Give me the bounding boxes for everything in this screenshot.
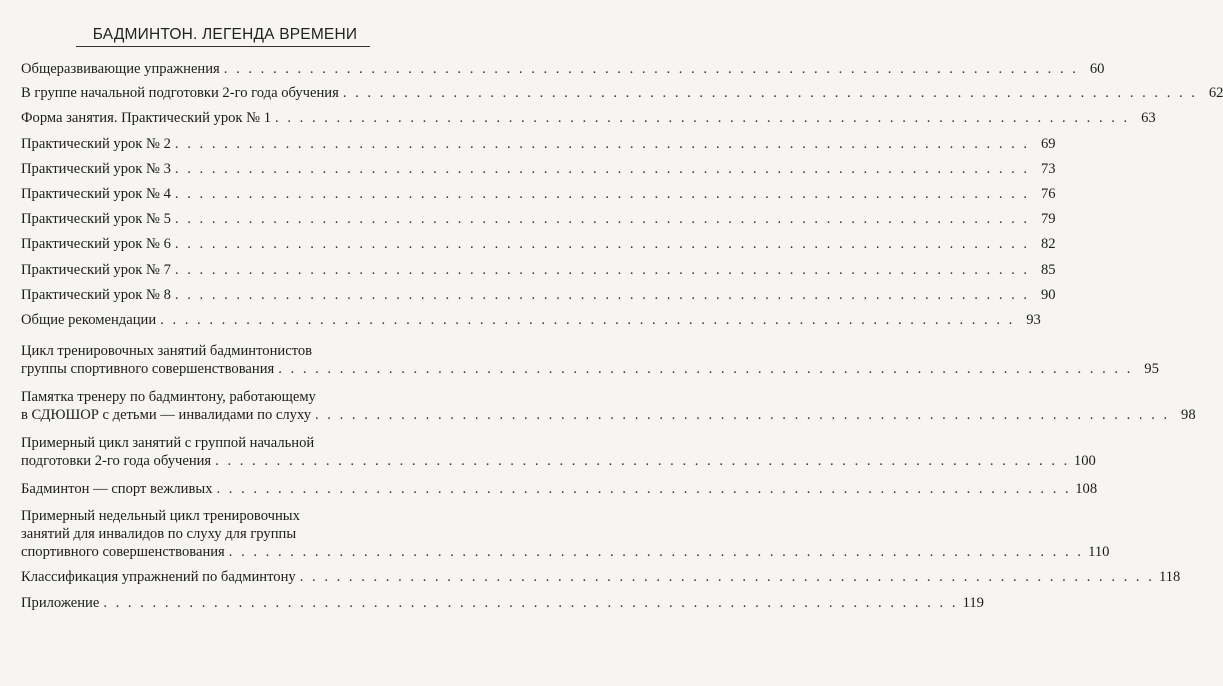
- toc-entry: [21, 135, 1056, 153]
- toc-page-number: 100: [1073, 453, 1096, 469]
- dot-leader: . . . . . . . . . . . . . . . . . . . . . . . . . . . . . . . . . . . . . . . . . . . . . . . . . . . . . . . . . . . . . . . . . . . . . .: [174, 236, 1030, 252]
- toc-page-number: 69: [1040, 136, 1056, 152]
- toc-entry-last-line: [21, 84, 1223, 102]
- toc-entry: [21, 84, 1223, 102]
- toc-entry-title: Бадминтон — спорт вежливых: [21, 481, 213, 497]
- running-head: БАДМИНТОН. ЛЕГЕНДА ВРЕМЕНИ: [92, 26, 358, 43]
- toc-entry: [21, 434, 1096, 470]
- dot-leader: . . . . . . . . . . . . . . . . . . . . . . . . . . . . . . . . . . . . . . . . . . . . . . . . . . . . . . . . . . . . . . . . . . . . . .: [299, 569, 1155, 585]
- dot-leader: . . . . . . . . . . . . . . . . . . . . . . . . . . . . . . . . . . . . . . . . . . . . . . . . . . . . . . . . . . . . . . . . . . . . . .: [174, 211, 1030, 227]
- toc-entry-title: спортивного совершенствования: [21, 544, 225, 560]
- toc-entry-last-line: [21, 235, 1056, 253]
- toc-entry-last-line: [21, 406, 1196, 424]
- toc-page-number: 110: [1088, 544, 1110, 560]
- dot-leader: . . . . . . . . . . . . . . . . . . . . . . . . . . . . . . . . . . . . . . . . . . . . . . . . . . . . . . . . . . . . . . . . . . . . . .: [223, 61, 1079, 77]
- toc-entry-last-line: [21, 568, 1181, 586]
- toc-entry-title: Практический урок № 8: [21, 287, 171, 303]
- toc-entry-title: группы спортивного совершенствования: [21, 361, 275, 377]
- toc-entry: [21, 480, 1098, 498]
- toc-entry: [21, 235, 1056, 253]
- toc-entry: [21, 60, 1105, 78]
- toc-entry: [21, 210, 1056, 228]
- toc-entry-title: Классификация упражнений по бадминтону: [21, 569, 296, 585]
- dot-leader: . . . . . . . . . . . . . . . . . . . . . . . . . . . . . . . . . . . . . . . . . . . . . . . . . . . . . . . . . . . . . . . . . . . . . .: [174, 262, 1030, 278]
- toc-entry-last-line: [21, 594, 984, 612]
- toc-entry-title: Общеразвивающие упражнения: [21, 61, 220, 77]
- dot-leader: . . . . . . . . . . . . . . . . . . . . . . . . . . . . . . . . . . . . . . . . . . . . . . . . . . . . . . . . . . . . . . . . . . . . . .: [103, 595, 958, 611]
- toc-entry: [21, 507, 1110, 561]
- toc-entry-last-line: [21, 135, 1056, 153]
- toc-entry-last-line: [21, 360, 1159, 378]
- toc-page-number: 98: [1181, 407, 1196, 423]
- toc-entry-last-line: [21, 286, 1056, 304]
- toc-entry-title-line: Примерный недельный цикл тренировочных: [21, 508, 300, 524]
- toc-entry-last-line: [21, 185, 1056, 203]
- toc-page-number: 79: [1040, 211, 1056, 227]
- toc-page-number: 119: [962, 595, 984, 611]
- toc-page-number: 62: [1208, 85, 1223, 101]
- toc-page-number: 108: [1075, 481, 1098, 497]
- toc-entry-title: Практический урок № 2: [21, 136, 171, 152]
- toc-page-number: 76: [1040, 186, 1056, 202]
- toc-entry-last-line: [21, 109, 1156, 127]
- toc-entry: [21, 311, 1041, 329]
- toc-entry-title-line: занятий для инвалидов по слуху для группы: [21, 526, 297, 542]
- toc-entry-title-line: Памятка тренеру по бадминтону, работающему: [21, 389, 316, 405]
- toc-entry-title-line: Примерный цикл занятий с группой начальной: [21, 435, 315, 451]
- toc-page-number: 93: [1026, 312, 1041, 328]
- toc-entry: [21, 160, 1056, 178]
- toc-entry-title: Форма занятия. Практический урок № 1: [21, 110, 272, 126]
- toc-entry-title: Практический урок № 5: [21, 211, 171, 227]
- toc-entry-title: в СДЮШОР с детьми — инвалидами по слуху: [21, 407, 311, 423]
- dot-leader: . . . . . . . . . . . . . . . . . . . . . . . . . . . . . . . . . . . . . . . . . . . . . . . . . . . . . . . . . . . . . . . . . . . . . .: [275, 110, 1130, 126]
- dot-leader: . . . . . . . . . . . . . . . . . . . . . . . . . . . . . . . . . . . . . . . . . . . . . . . . . . . . . . . . . . . . . . . . . . . . . .: [215, 453, 1070, 469]
- toc-entry: [21, 388, 1196, 424]
- toc-entry-title: Практический урок № 6: [21, 236, 171, 252]
- toc-page-number: 73: [1040, 161, 1056, 177]
- toc-entry-last-line: [21, 210, 1056, 228]
- toc-entry-title-line: Цикл тренировочных занятий бадминтонистов: [21, 343, 313, 359]
- toc-entry-title: Приложение: [21, 595, 100, 611]
- toc-page-number: 85: [1040, 262, 1056, 278]
- toc-page-number: 95: [1144, 361, 1159, 377]
- toc-entry-title: Практический урок № 3: [21, 161, 171, 177]
- dot-leader: . . . . . . . . . . . . . . . . . . . . . . . . . . . . . . . . . . . . . . . . . . . . . . . . . . . . . . . . . . . . . . . . . . . . . .: [160, 312, 1015, 328]
- toc-page-number: 90: [1040, 287, 1056, 303]
- toc-page-number: 118: [1159, 569, 1181, 585]
- dot-leader: . . . . . . . . . . . . . . . . . . . . . . . . . . . . . . . . . . . . . . . . . . . . . . . . . . . . . . . . . . . . . . . . . . . . . .: [315, 407, 1170, 423]
- dot-leader: . . . . . . . . . . . . . . . . . . . . . . . . . . . . . . . . . . . . . . . . . . . . . . . . . . . . . . . . . . . . . . . . . . . . . .: [342, 85, 1198, 101]
- toc-page-number: 60: [1089, 61, 1105, 77]
- dot-leader: . . . . . . . . . . . . . . . . . . . . . . . . . . . . . . . . . . . . . . . . . . . . . . . . . . . . . . . . . . . . . . . . . . . . . .: [278, 361, 1133, 377]
- toc-entry-last-line: [21, 160, 1056, 178]
- header-rule: [76, 46, 370, 47]
- dot-leader: . . . . . . . . . . . . . . . . . . . . . . . . . . . . . . . . . . . . . . . . . . . . . . . . . . . . . . . . . . . . . . . . . . . . . .: [174, 186, 1030, 202]
- toc-entry-title: Общие рекомендации: [21, 312, 157, 328]
- toc-entry-title: подготовки 2-го года обучения: [21, 453, 212, 469]
- toc-entry-title: Практический урок № 7: [21, 262, 171, 278]
- toc-page-number: 63: [1141, 110, 1156, 126]
- toc-entry-title: В группе начальной подготовки 2-го года обучения: [21, 85, 339, 101]
- toc-entry: [21, 342, 1159, 378]
- dot-leader: . . . . . . . . . . . . . . . . . . . . . . . . . . . . . . . . . . . . . . . . . . . . . . . . . . . . . . . . . . . . . . . . . . . . . .: [174, 287, 1030, 303]
- toc-entry: [21, 261, 1056, 279]
- toc-entry-last-line: [21, 311, 1041, 329]
- toc-entry-last-line: [21, 60, 1105, 78]
- toc-entry-last-line: [21, 543, 1110, 561]
- dot-leader: . . . . . . . . . . . . . . . . . . . . . . . . . . . . . . . . . . . . . . . . . . . . . . . . . . . . . . . . . . . . . . . . . . . . . .: [216, 481, 1072, 497]
- toc-page-number: 82: [1040, 236, 1056, 252]
- toc-entry-last-line: [21, 261, 1056, 279]
- toc-entry: [21, 185, 1056, 203]
- toc-entry: [21, 594, 984, 612]
- toc-entry-title: Практический урок № 4: [21, 186, 171, 202]
- dot-leader: . . . . . . . . . . . . . . . . . . . . . . . . . . . . . . . . . . . . . . . . . . . . . . . . . . . . . . . . . . . . . . . . . . . . . .: [228, 544, 1084, 560]
- dot-leader: . . . . . . . . . . . . . . . . . . . . . . . . . . . . . . . . . . . . . . . . . . . . . . . . . . . . . . . . . . . . . . . . . . . . . .: [174, 136, 1030, 152]
- toc-entry: [21, 286, 1056, 304]
- toc-entry-last-line: [21, 452, 1096, 470]
- toc-entry-last-line: [21, 480, 1098, 498]
- toc-entry: [21, 568, 1181, 586]
- dot-leader: . . . . . . . . . . . . . . . . . . . . . . . . . . . . . . . . . . . . . . . . . . . . . . . . . . . . . . . . . . . . . . . . . . . . . .: [174, 161, 1030, 177]
- toc-entry: [21, 109, 1156, 127]
